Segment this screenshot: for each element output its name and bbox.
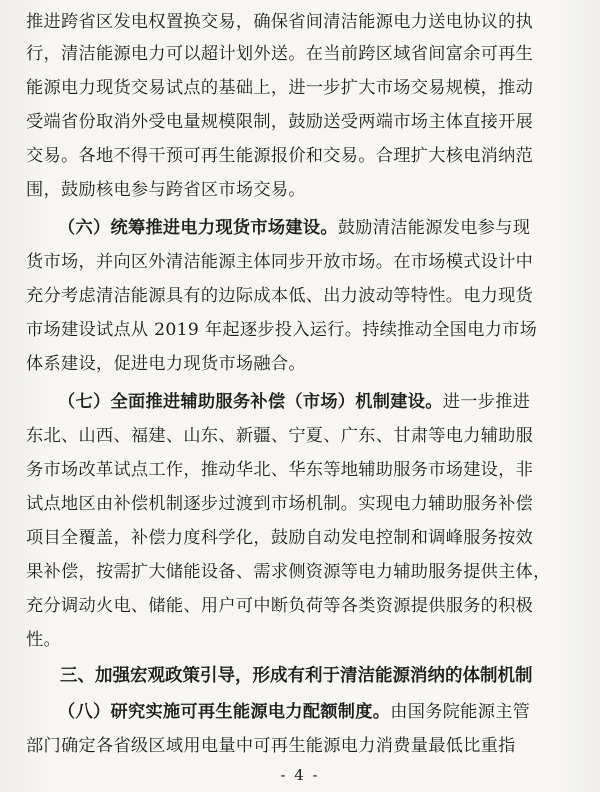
section-7-title: （七）全面推进辅助服务补偿（市场）机制建设。	[58, 392, 443, 412]
text-line: 行，清洁能源电力可以超计划外送。在当前跨区域省间富余可再生	[26, 44, 534, 64]
text-line: 体系建设，促进电力现货市场融合。	[26, 354, 306, 374]
text-line: 务市场改革试点工作，推动华北、华东等地辅助服务市场建设，非	[26, 460, 534, 480]
section-7-text: 进一步推进	[442, 392, 531, 412]
section-6-first-line	[58, 218, 582, 242]
text-line: 推进跨省区发电权置换交易，确保省间清洁能源电力送电协议的执	[26, 12, 534, 32]
text-line: 充分考虑清洁能源具有的边际成本低、出力波动等特性。电力现货	[26, 286, 534, 306]
section-8-text: 由国务院能源主管	[390, 702, 531, 722]
text-line: 性。	[26, 630, 61, 650]
text-line: 能源电力现货交易试点的基础上，进一步扩大市场交易规模，推动	[26, 78, 534, 98]
text-line: 围，鼓励核电参与跨省区市场交易。	[26, 180, 306, 200]
section-7-first-line	[58, 392, 582, 416]
text-line: 试点地区由补偿机制逐步过渡到市场机制。实现电力辅助服务补偿	[26, 494, 534, 514]
text-line: 货市场，并向区外清洁能源主体同步开放市场。在市场模式设计中	[26, 252, 534, 272]
text-line: 部门确定各省级区域用电量中可再生能源电力消费量最低比重指	[26, 736, 516, 756]
text-line: 东北、山西、福建、山东、新疆、宁夏、广东、甘肃等电力辅助服	[26, 426, 534, 446]
text-line: 果补偿，按需扩大储能设备、需求侧资源等电力辅助服务提供主体，	[26, 562, 551, 582]
text-line: 市场建设试点从 2019 年起逐步投入运行。持续推动全国电力市场	[26, 320, 538, 340]
text-line: 充分调动火电、储能、用户可中断负荷等各类资源提供服务的积极	[26, 596, 534, 616]
section-heading: 三、加强宏观政策引导，形成有利于清洁能源消纳的体制机制	[60, 666, 533, 686]
text-line: 项目全覆盖，补偿力度科学化，鼓励自动发电控制和调峰服务按效	[26, 528, 534, 548]
page-number: - 4 -	[280, 766, 320, 784]
section-8-first-line	[58, 702, 582, 726]
section-8-title: （八）研究实施可再生能源电力配额制度。	[58, 702, 391, 722]
section-6-text: 鼓励清洁能源发电参与现	[337, 218, 531, 238]
section-6-title: （六）统筹推进电力现货市场建设。	[58, 218, 338, 238]
text-line: 交易。各地不得干预可再生能源报价和交易。合理扩大核电消纳范	[26, 146, 534, 166]
text-line: 受端省份取消外受电量规模限制，鼓励送受两端市场主体直接开展	[26, 112, 534, 132]
